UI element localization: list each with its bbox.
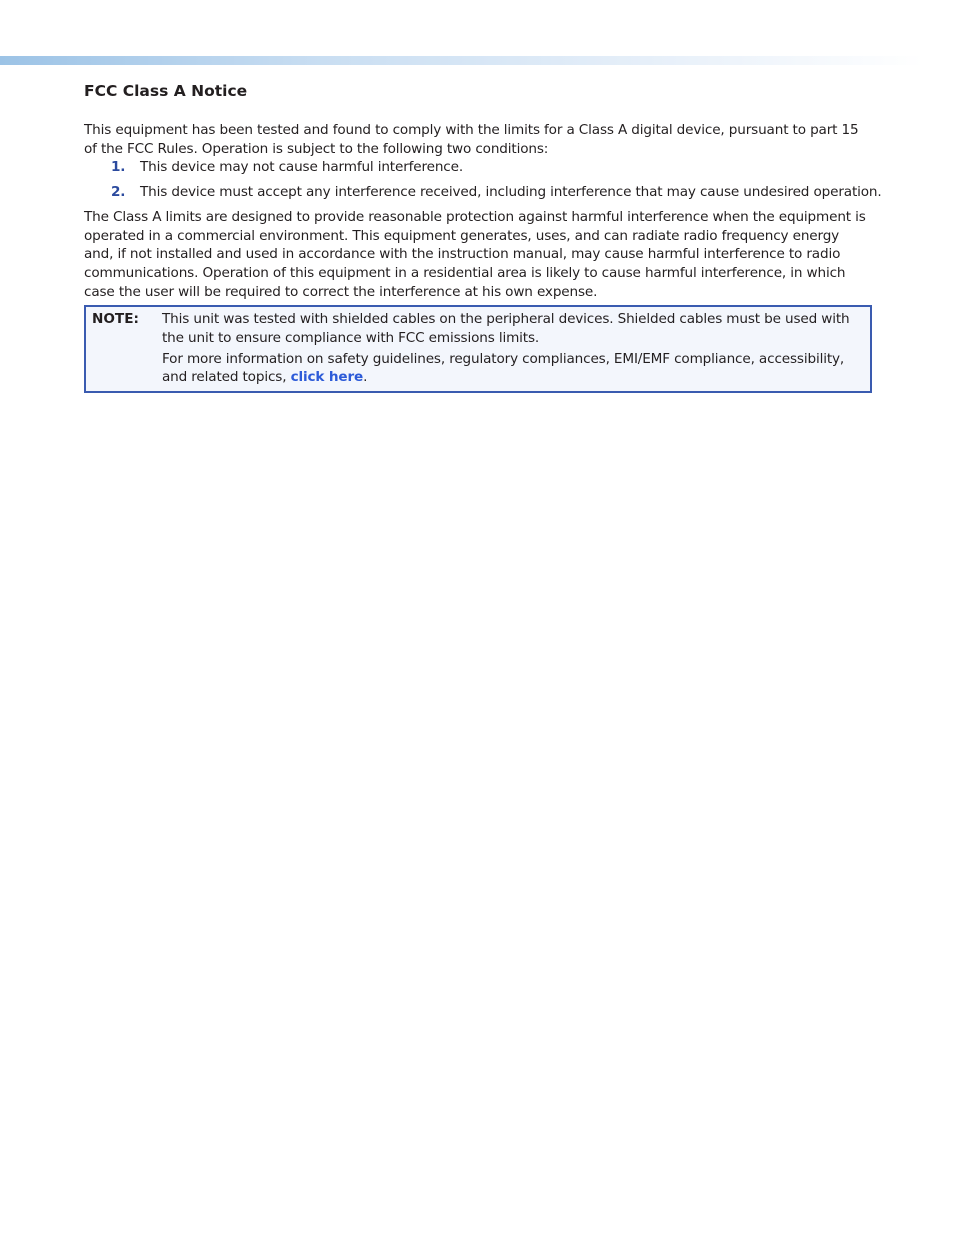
note-more-info-suffix: . [363,369,368,386]
list-item [84,158,870,177]
note-label: NOTE: [92,311,139,328]
list-item-number: 2. [111,184,126,201]
click-here-link[interactable]: click here [290,369,364,386]
list-item-text: This device may not cause harmful interference. [140,159,464,176]
section-heading: FCC Class A Notice [84,82,248,100]
list-item [84,183,882,202]
limits-paragraph: The Class A limits are designed to provide reasonable protection against harmful interference when the equipment is operated in a commercial environment. This equipment generates, uses, and can radiate radio frequency energy and, if not installed and used in accordance with the instruction manual, may cause harmful interference to radio communications. Operation of this equipment in a residential area is likely to cause harmful interference, in which case the user will be required to correct the interference at his own expense. [84,208,866,300]
document-content [84,80,882,393]
intro-paragraph: This equipment has been tested and found to comply with the limits for a Class A digital device, pursuant to part 15 of the FCC Rules. Operation is subject to the following two conditions: [84,122,859,157]
header-gradient-bar [0,56,924,65]
conditions-list [84,158,882,201]
note-text-shielded-cables: This unit was tested with shielded cables on the peripheral devices. Shielded cables must be used with the unit to ensure compliance with FCC emissions limits. [162,311,850,347]
note-box [84,305,872,393]
note-body [162,310,862,387]
list-item-number: 1. [111,159,126,176]
list-item-text: This device must accept any interference received, including interference that may cause undesired operation. [140,184,882,201]
note-text-more-info [162,350,862,387]
note-more-info-prefix: For more information on safety guidelines, regulatory compliances, EMI/EMF compliance, accessibility, and related topics, [162,350,845,386]
